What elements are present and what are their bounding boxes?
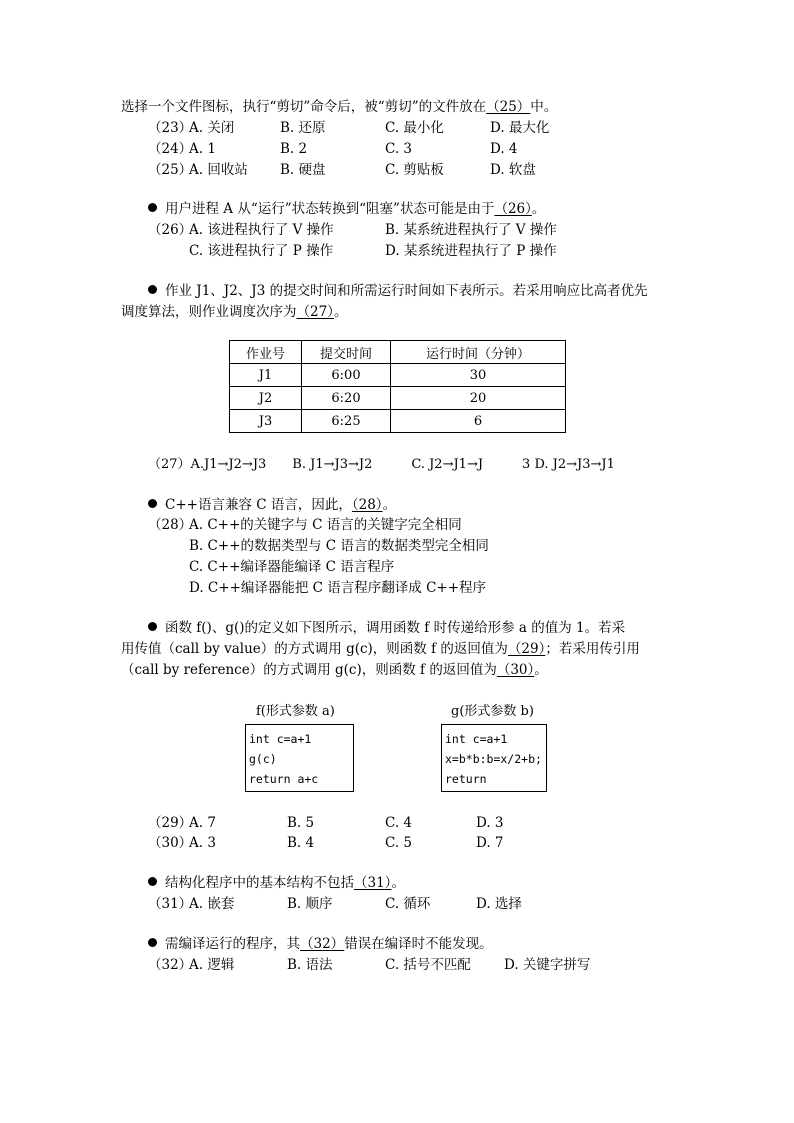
q32-intro xyxy=(148,934,493,954)
table-cell: J2 xyxy=(230,387,302,410)
table-header: 作业号 xyxy=(230,341,302,364)
q29-intro-line2 xyxy=(121,639,640,659)
q25-option-b: B. 硬盘 xyxy=(280,162,326,178)
q30-blank: （30） xyxy=(496,662,535,678)
bullet-icon xyxy=(148,877,157,886)
q29-option-d: D. 3 xyxy=(476,815,504,831)
bullet-icon xyxy=(148,938,157,947)
q28-option-b: B. C++的数据类型与 C 语言的数据类型完全相同 xyxy=(189,538,489,554)
q30-option-d: D. 7 xyxy=(476,835,504,851)
q27-intro-text2: 调度算法，则作业调度次序为 xyxy=(121,304,297,320)
q26-number: （26） xyxy=(148,222,193,238)
q26-option-d: D. 某系统进程执行了 P 操作 xyxy=(385,243,557,259)
func-g-caption: g(形式参数 b) xyxy=(451,704,534,719)
q29-option-c: C. 4 xyxy=(385,815,413,831)
bullet-icon xyxy=(148,499,157,508)
table-cell: 6 xyxy=(391,410,566,433)
q29-intro-text: 函数 f()、g()的定义如下图所示，调用函数 f 时传递给形参 a 的值为 1。若采 xyxy=(165,620,626,636)
q27-intro-text: 作业 J1、J2、J3 的提交时间和所需运行时间如下表所示。若采用响应比高者优先 xyxy=(165,283,648,299)
q27-blank: （27） xyxy=(296,304,334,320)
q30-intro-text: （call by reference）的方式调用 g(c)，则函数 f 的返回值为 xyxy=(121,662,497,678)
q25-option-c: C. 剪贴板 xyxy=(385,162,444,178)
q27-options: （27）A.J1→J2→J3 B. J1→J3→J2 C. J2→J1→J 3 D. J2→J3→J1 xyxy=(148,457,615,472)
q28-intro xyxy=(148,495,396,515)
q23-option-a: A. 关闭 xyxy=(189,120,235,136)
q28-option-d: D. C++编译器能把 C 语言程序翻译成 C++程序 xyxy=(189,580,487,596)
table-header: 运行时间（分钟） xyxy=(391,341,566,364)
q28-option-c: C. C++编译器能编译 C 语言程序 xyxy=(189,559,395,575)
q29-number: （29） xyxy=(148,815,193,831)
table-row xyxy=(230,410,566,433)
q31-option-b: B. 顺序 xyxy=(287,896,333,912)
table-cell: 20 xyxy=(391,387,566,410)
q32-option-c: C. 括号不匹配 xyxy=(385,957,471,973)
q24-option-b: B. 2 xyxy=(280,141,308,157)
table-cell: J3 xyxy=(230,410,302,433)
table-cell: 6:25 xyxy=(302,410,391,433)
func-f-box xyxy=(245,724,354,792)
q29-option-a: A. 7 xyxy=(189,815,216,831)
q25-intro-end: 中。 xyxy=(530,99,558,115)
q26-blank: （26） xyxy=(494,201,532,217)
q28-intro-text: C++语言兼容 C 语言，因此， xyxy=(165,497,352,513)
table-row xyxy=(230,364,566,387)
table-cell: J1 xyxy=(230,364,302,387)
q29-intro-line1 xyxy=(148,618,625,638)
q31-intro-end: 。 xyxy=(391,875,405,891)
bullet-icon xyxy=(148,203,157,212)
q27-intro-end: 。 xyxy=(333,304,348,320)
q26-intro-end: 。 xyxy=(531,201,546,217)
q26-intro-text: 用户进程 A 从“运行”状态转换到“阻塞”状态可能是由于 xyxy=(165,201,495,217)
bullet-icon xyxy=(148,622,157,631)
code-line: x=b*b:b=x/2+b; xyxy=(445,752,542,766)
q24-number: （24） xyxy=(148,141,193,157)
q32-option-b: B. 语法 xyxy=(287,957,333,973)
q25-number: （25） xyxy=(148,162,193,178)
bullet-icon xyxy=(148,285,157,294)
q23-option-d: D. 最大化 xyxy=(490,120,550,136)
q31-option-d: D. 选择 xyxy=(476,896,522,912)
q28-intro-end: 。 xyxy=(382,497,397,513)
q31-intro-text: 结构化程序中的基本结构不包括 xyxy=(165,875,354,891)
q27-intro-line2 xyxy=(121,302,347,322)
q25-option-a: A. 回收站 xyxy=(189,162,248,178)
q30-option-b: B. 4 xyxy=(287,835,315,851)
q29-blank: （29） xyxy=(507,641,546,657)
code-line: g(c) xyxy=(249,752,277,766)
code-line: return xyxy=(445,772,487,786)
q26-option-b: B. 某系统进程执行了 V 操作 xyxy=(385,222,557,238)
code-line: int c=a+1 xyxy=(249,732,312,746)
q28-number: （28） xyxy=(148,517,193,533)
table-header-row xyxy=(230,341,566,364)
code-line: int c=a+1 xyxy=(445,732,508,746)
q28-option-a: A. C++的关键字与 C 语言的关键字完全相同 xyxy=(189,517,462,533)
q24-option-c: C. 3 xyxy=(385,141,413,157)
q26-option-c: C. 该进程执行了 P 操作 xyxy=(189,243,334,259)
q29-intro-text3: ；若采用传引用 xyxy=(545,641,640,657)
q24-option-d: D. 4 xyxy=(490,141,518,157)
func-f-caption: f(形式参数 a) xyxy=(256,704,335,719)
q32-intro-text: 需编译运行的程序，其 xyxy=(165,936,300,952)
q28-blank: （28） xyxy=(351,497,383,513)
table-cell: 30 xyxy=(391,364,566,387)
q26-option-a: A. 该进程执行了 V 操作 xyxy=(189,222,334,238)
q25-blank: （25） xyxy=(486,99,531,115)
q25-intro-text: 选择一个文件图标，执行“剪切”命令后，被“剪切”的文件放在 xyxy=(121,99,487,115)
job-table xyxy=(229,340,566,433)
table-cell: 6:20 xyxy=(302,387,391,410)
q31-option-c: C. 循环 xyxy=(385,896,431,912)
table-row xyxy=(230,387,566,410)
q26-intro xyxy=(148,199,545,219)
q29-intro-line3 xyxy=(121,660,548,680)
q27-intro-line1 xyxy=(148,281,648,301)
q31-blank: （31） xyxy=(354,875,392,891)
q29-option-b: B. 5 xyxy=(287,815,315,831)
q32-intro-end: 错误在编译时不能发现。 xyxy=(344,936,493,952)
table-cell: 6:00 xyxy=(302,364,391,387)
q23-number: （23） xyxy=(148,120,193,136)
q30-option-c: C. 5 xyxy=(385,835,413,851)
q31-number: （31） xyxy=(148,896,193,912)
q31-intro xyxy=(148,873,405,893)
q23-option-b: B. 还原 xyxy=(280,120,326,136)
q23-option-c: C. 最小化 xyxy=(385,120,444,136)
q32-blank: （32） xyxy=(300,936,345,952)
q30-intro-end: 。 xyxy=(534,662,548,678)
q32-option-a: A. 逻辑 xyxy=(189,957,235,973)
func-g-box xyxy=(441,724,547,792)
q29-intro-text2: 用传值（call by value）的方式调用 g(c)，则函数 f 的返回值为 xyxy=(121,641,508,657)
q32-option-d: D. 关键字拼写 xyxy=(504,957,591,973)
q30-option-a: A. 3 xyxy=(189,835,216,851)
table-header: 提交时间 xyxy=(302,341,391,364)
q24-option-a: A. 1 xyxy=(189,141,216,157)
q32-number: （32） xyxy=(148,957,193,973)
q31-option-a: A. 嵌套 xyxy=(189,896,235,912)
q25-intro xyxy=(121,97,557,117)
q30-number: （30） xyxy=(148,835,193,851)
q25-option-d: D. 软盘 xyxy=(490,162,536,178)
code-line: return a+c xyxy=(249,772,319,786)
